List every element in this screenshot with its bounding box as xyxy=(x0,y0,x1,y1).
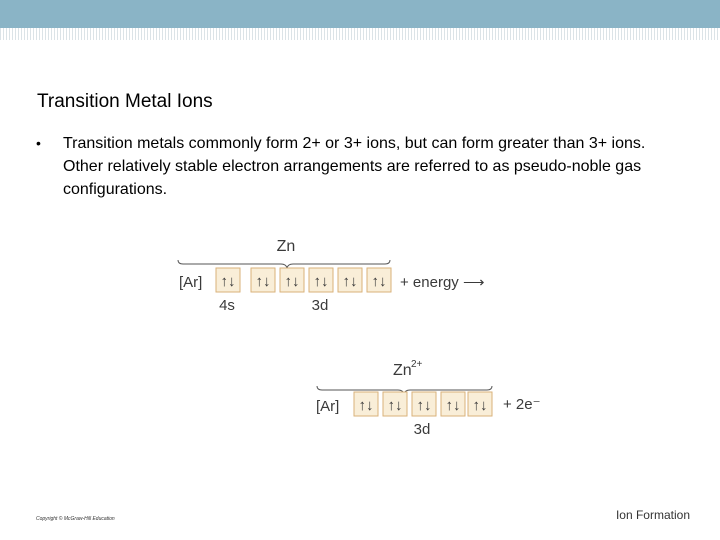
zn-core: [Ar] xyxy=(179,274,203,291)
zn2-3d-arrows-3: ↑↓ xyxy=(416,397,432,414)
zn-energy-text: + energy ⟶ xyxy=(400,274,485,291)
zn2-electrons-text: + 2e⁻ xyxy=(503,396,541,413)
slide-title: Transition Metal Ions xyxy=(37,91,213,112)
zn-brace xyxy=(178,260,390,268)
zn2-3d-arrows-5: ↑↓ xyxy=(472,397,488,414)
zn-3d-arrows-2: ↑↓ xyxy=(284,273,300,290)
zn-3d-arrows-3: ↑↓ xyxy=(313,273,329,290)
zn2-3d-arrows-2: ↑↓ xyxy=(387,397,403,414)
zn-3d-arrows-4: ↑↓ xyxy=(342,273,358,290)
bullet-dot: • xyxy=(36,135,41,151)
zn2-3d-arrows-4: ↑↓ xyxy=(445,397,461,414)
zn-label: Zn xyxy=(276,238,296,255)
zn-4s-label: 4s xyxy=(219,297,235,314)
zn2-label: Zn xyxy=(393,362,412,379)
zn-4s-arrows: ↑↓ xyxy=(220,273,236,290)
zn-3d-label: 3d xyxy=(311,297,329,314)
zn2-core: [Ar] xyxy=(316,398,340,415)
zn-3d-arrows-1: ↑↓ xyxy=(255,273,271,290)
zn2-configuration xyxy=(316,359,541,438)
zn2-3d-label: 3d xyxy=(413,421,431,438)
copyright-text: Copyright © McGraw-Hill Education xyxy=(36,516,115,522)
zn-3d-arrows-5: ↑↓ xyxy=(371,273,387,290)
zn2-3d-arrows-1: ↑↓ xyxy=(358,397,374,414)
section-label: Ion Formation xyxy=(615,508,690,522)
zn2-charge: 2+ xyxy=(411,359,423,370)
zn-configuration xyxy=(178,238,484,314)
bullet-text: Transition metals commonly form 2+ or 3+ ions, but can form greater than 3+ ions. Other relatively stable electron arrangements are referred to as pseudo-noble gas configurations. xyxy=(63,135,646,198)
